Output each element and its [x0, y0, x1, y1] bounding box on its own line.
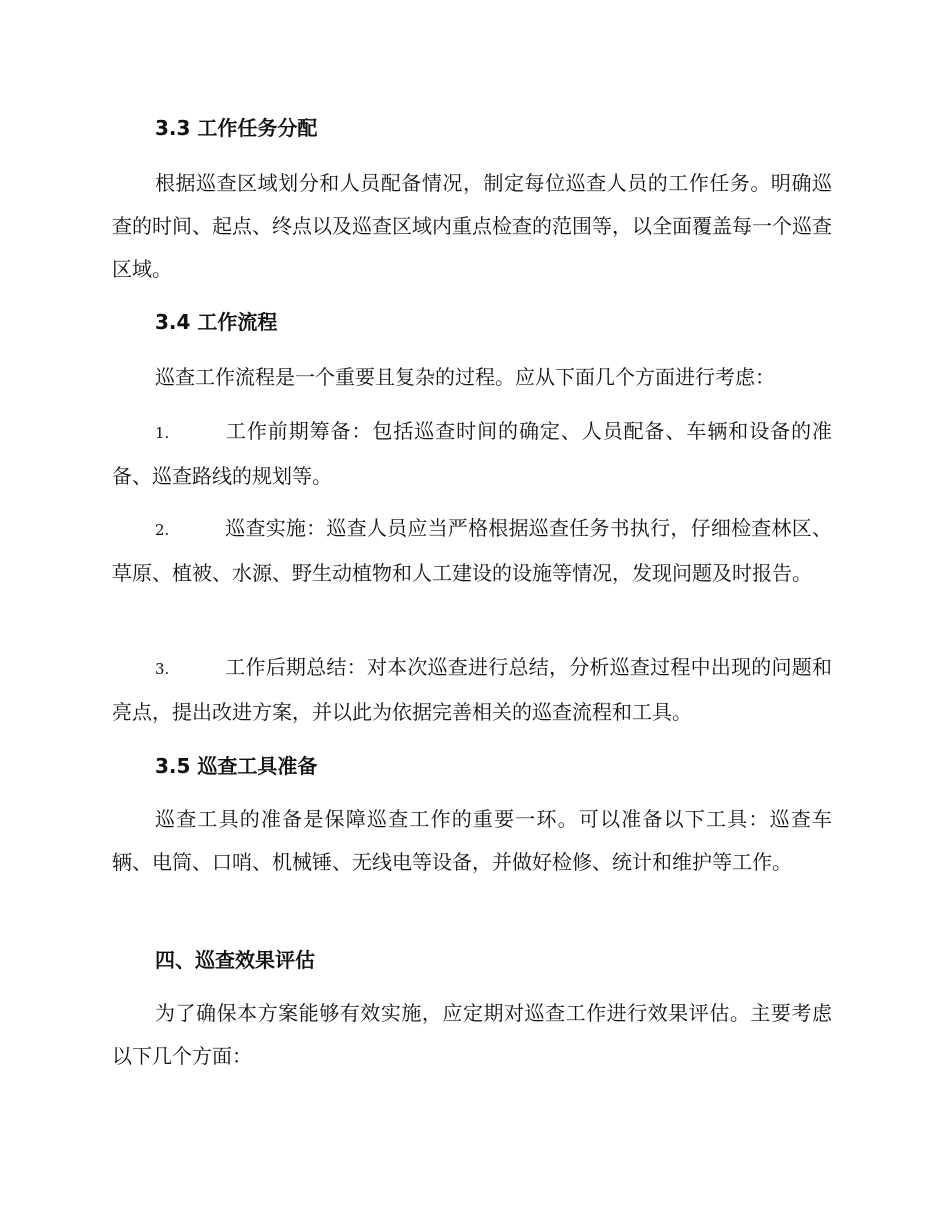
list-item-2-block: [112, 507, 832, 595]
list-item-1-block: [112, 410, 832, 498]
section-3-4-heading: 3.4 工作流程: [155, 310, 278, 334]
section-4-heading-block: [112, 946, 832, 974]
list-item-number: 2.: [155, 521, 170, 539]
section-3-3-body: 根据巡查区域划分和人员配备情况，制定每位巡查人员的工作任务。明确巡查的时间、起点、终点以及巡查区域内重点检查的范围等，以全面覆盖每一个巡查区域。: [112, 171, 832, 281]
section-3-3-heading: 3.3 工作任务分配: [155, 116, 318, 140]
section-3-5-heading-block: [112, 752, 832, 780]
list-item-text: 工作后期总结：对本次巡查进行总结，分析巡查过程中出现的问题和亮点，提出改进方案，并以此为依据完善相关的巡查流程和工具。: [112, 655, 832, 724]
section-3-3-body-block: [112, 162, 832, 291]
list-item-number: 1.: [155, 424, 170, 442]
list-item-text: 工作前期筹备：包括巡查时间的确定、人员配备、车辆和设备的准备、巡查路线的规划等。: [112, 419, 832, 488]
list-item: [112, 507, 832, 595]
section-4-heading: 四、巡查效果评估: [155, 948, 315, 972]
section-3-4-intro-block: [112, 356, 832, 399]
list-item-number: 3.: [155, 660, 170, 678]
section-3-4-heading-block: [112, 308, 832, 336]
list-item-text: 巡查实施：巡查人员应当严格根据巡查任务书执行，仔细检查林区、草原、植被、水源、野生动植物和人工建设的设施等情况，发现问题及时报告。: [112, 516, 832, 585]
list-item-3-block: [112, 646, 832, 734]
section-3-5-body: 巡查工具的准备是保障巡查工作的重要一环。可以准备以下工具：巡查车辆、电筒、口哨、机械锤、无线电等设备，并做好检修、统计和维护等工作。: [112, 807, 832, 874]
section-4-body-block: [112, 992, 832, 1078]
section-3-3-heading-block: [112, 114, 832, 142]
section-3-4-intro: 巡查工作流程是一个重要且复杂的过程。应从下面几个方面进行考虑：: [155, 365, 775, 389]
list-item: [112, 646, 832, 734]
section-3-5-body-block: [112, 798, 832, 884]
list-item: [112, 410, 832, 498]
section-4-body: 为了确保本方案能够有效实施，应定期对巡查工作进行效果评估。主要考虑以下几个方面：: [112, 1001, 832, 1068]
section-3-5-heading: 3.5 巡查工具准备: [155, 754, 318, 778]
